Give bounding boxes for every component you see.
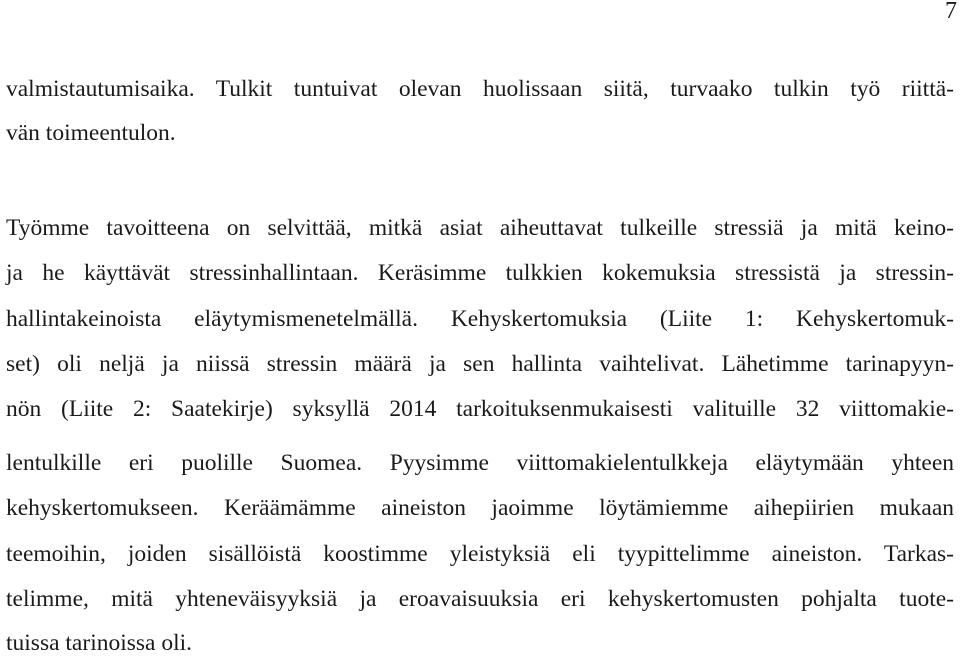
- paragraph-line: teemoihin, joiden sisällöistä koostimme yleistyksiä eli tyypittelimme aineiston. Tarkas-: [6, 541, 954, 567]
- paragraph-line: telimme, mitä yhteneväisyyksiä ja eroavaisuuksia eri kehyskertomusten pohjalta tuote-: [6, 586, 954, 612]
- paragraph-line: hallintakeinoista eläytymismenetelmällä. Kehyskertomuksia (Liite 1: Kehyskertomuk-: [6, 306, 954, 332]
- paragraph-line: Työmme tavoitteena on selvittää, mitkä asiat aiheuttavat tulkeille stressiä ja mitä keino-: [6, 215, 954, 241]
- paragraph-line: vän toimeentulon.: [6, 120, 176, 146]
- paragraph-line: lentulkille eri puolille Suomea. Pyysimme viittomakielentulkkeja eläytymään yhteen: [6, 450, 954, 476]
- paragraph-line: set) oli neljä ja niissä stressin määrä ja sen hallinta vaihtelivat. Lähetimme tarinapyyn-: [6, 351, 954, 377]
- paragraph-line: valmistautumisaika. Tulkit tuntuivat olevan huolissaan siitä, turvaako tulkin työ riittä-: [6, 76, 954, 102]
- paragraph-line: kehyskertomukseen. Keräämämme aineiston jaoimme löytämiemme aihepiirien mukaan: [6, 495, 954, 521]
- page-number: 7: [945, 0, 957, 24]
- paragraph-line: ja he käyttävät stressinhallintaan. Keräsimme tulkkien kokemuksia stressistä ja stressin-: [6, 260, 954, 286]
- paragraph-line: nön (Liite 2: Saatekirje) syksyllä 2014 tarkoituksenmukaisesti valituille 32 viittomakie-: [6, 396, 954, 422]
- paragraph-line: tuissa tarinoissa oli.: [6, 630, 193, 656]
